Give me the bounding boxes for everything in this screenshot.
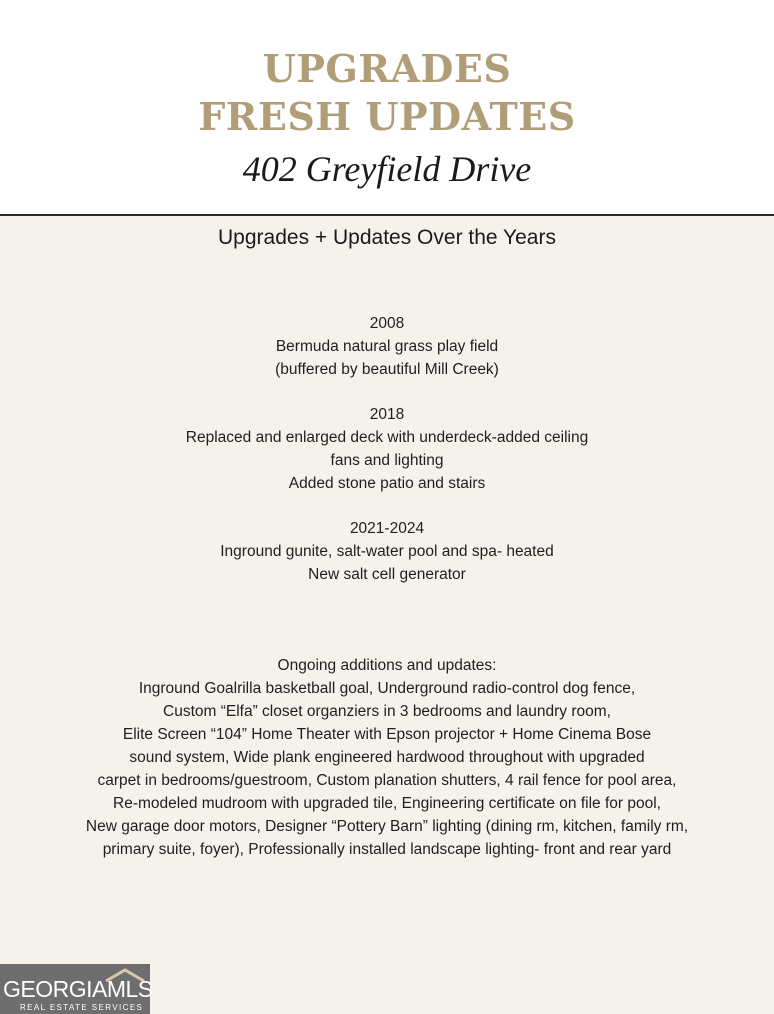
header <box>0 0 774 215</box>
block-line: fans and lighting <box>330 452 444 469</box>
ongoing-line: carpet in bedrooms/guestroom, Custom planation shutters, 4 rail fence for pool area, <box>97 772 677 789</box>
update-block-2008 <box>0 312 774 381</box>
block-year: 2021-2024 <box>349 520 425 537</box>
ongoing-line: Custom “Elfa” closet organziers in 3 bedrooms and laundry room, <box>163 703 611 720</box>
update-block-2018 <box>0 403 774 495</box>
ongoing-line: primary suite, foyer), Professionally installed landscape lighting- front and rear yard <box>102 841 672 858</box>
ongoing-line: Inground Goalrilla basketball goal, Underground radio-control dog fence, <box>138 680 636 697</box>
block-year: 2008 <box>369 315 405 332</box>
ongoing-line: sound system, Wide plank engineered hardwood throughout with upgraded <box>129 749 645 766</box>
ongoing-title: Ongoing additions and updates: <box>277 657 497 674</box>
block-year: 2018 <box>369 406 405 423</box>
logo-wordmark: GEORGIAMLS <box>3 976 153 1002</box>
ongoing-line: Re-modeled mudroom with upgraded tile, Engineering certificate on file for pool, <box>113 795 661 812</box>
heading-fresh-updates: FRESH UPDATES <box>198 94 576 139</box>
property-address: 402 Greyfield Drive <box>242 149 532 189</box>
block-line: Inground gunite, salt-water pool and spa- heated <box>220 543 554 560</box>
heading-upgrades: UPGRADES <box>262 46 512 91</box>
ongoing-line: New garage door motors, Designer “Pottery Barn” lighting (dining rm, kitchen, family rm, <box>85 818 689 835</box>
georgia-mls-logo <box>0 964 153 1014</box>
block-line: Bermuda natural grass play field <box>275 338 499 355</box>
block-line: Replaced and enlarged deck with underdeck-added ceiling <box>185 429 589 446</box>
block-line: New salt cell generator <box>308 566 466 583</box>
content-panel <box>0 216 774 1014</box>
block-line: Added stone patio and stairs <box>288 475 486 492</box>
update-block-2021-2024 <box>0 517 774 586</box>
section-title: Upgrades + Updates Over the Years <box>218 226 556 249</box>
ongoing-line: Elite Screen “104” Home Theater with Epson projector + Home Cinema Bose <box>122 726 652 743</box>
block-line: (buffered by beautiful Mill Creek) <box>275 361 499 378</box>
ongoing-updates-block <box>0 654 774 861</box>
logo-tagline: REAL ESTATE SERVICES <box>20 1003 144 1012</box>
